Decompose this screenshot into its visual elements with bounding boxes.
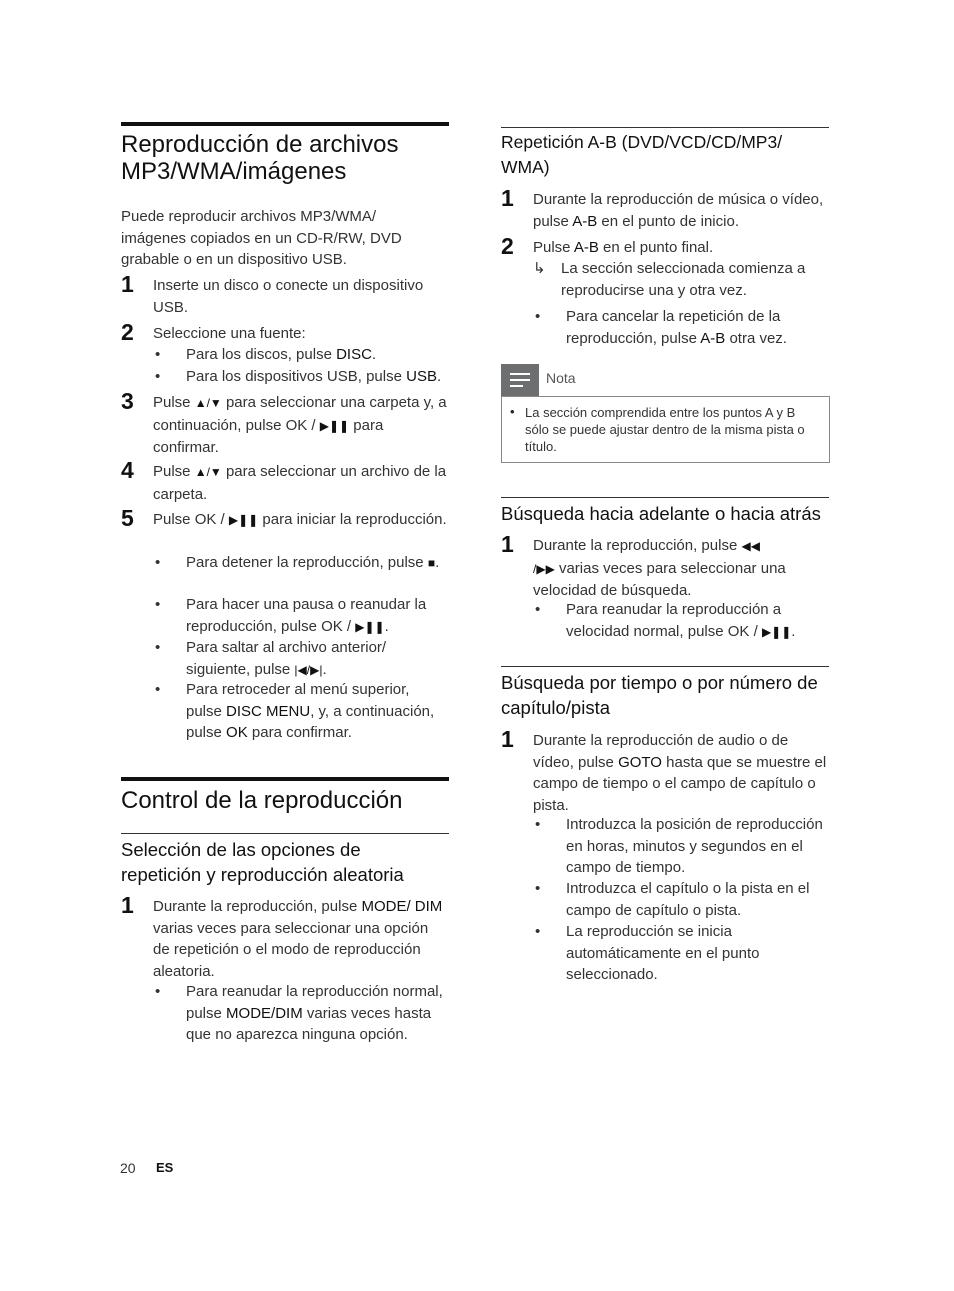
step-number: 1	[501, 185, 514, 211]
bullet-item: • Para los discos, pulse DISC.	[186, 344, 448, 366]
step-text: Pulse ▲/▼ para seleccionar un archivo de la carpeta.	[153, 463, 447, 503]
rewind-icon: ◀◀	[741, 539, 760, 553]
language-code: ES	[156, 1160, 174, 1175]
bullet-dot: •	[535, 308, 541, 325]
subsection-title: Búsqueda por tiempo o por número de capítulo/pista	[501, 672, 818, 718]
subsection-title: Selección de las opciones de repetición y reproducción aleatoria	[121, 839, 404, 885]
section-title-mp3: Reproducción de archivos MP3/WMA/imágenes	[121, 131, 399, 185]
step-number: 1	[121, 892, 134, 918]
step-number: 1	[501, 726, 514, 752]
step-number: 1	[501, 531, 514, 557]
bullet-dot: •	[155, 368, 161, 385]
step-number: 4	[121, 457, 134, 483]
fast-forward-icon: /▶▶	[533, 561, 555, 576]
bullet-dot: •	[535, 923, 541, 940]
bullet-dot: •	[155, 639, 161, 656]
key-label: DISC	[336, 346, 372, 363]
key-label: MODE/ DIM	[361, 898, 443, 915]
bullet-dot: •	[155, 346, 161, 363]
section-rule	[121, 122, 449, 126]
bullet-dot: •	[535, 880, 541, 897]
play-pause-icon: ▶❚❚	[761, 624, 792, 639]
intro-text: Puede reproducir archivos MP3/WMA/ imágenes copiados en un CD-R/RW, DVD grabable o en un dispositivo USB.	[121, 208, 402, 268]
subsection-title: Búsqueda hacia adelante o hacia atrás	[501, 503, 821, 524]
note-box	[501, 396, 830, 463]
key-label: DISC MENU	[226, 702, 311, 720]
subsection-title: Repetición A-B (DVD/VCD/CD/MP3/ WMA)	[501, 132, 783, 177]
play-pause-icon: ▶❚❚	[319, 418, 350, 433]
bullet-dot: •	[535, 601, 541, 618]
note-text: La sección comprendida entre los puntos A y B sólo se puede ajustar dentro de la misma pista o título.	[525, 405, 805, 454]
step-text: Pulse ▲/▼ para seleccionar una carpeta y, a continuación, pulse OK / ▶❚❚ para confirmar.	[153, 394, 447, 456]
bullet-item: • Para cancelar la repetición de la reproducción, pulse A-B otra vez.	[535, 308, 787, 347]
result-arrow-icon: ↳	[533, 260, 546, 277]
up-down-icon: ▲/▼	[194, 396, 222, 410]
key-label: A-B	[572, 212, 598, 230]
bullet-item: • Para saltar al archivo anterior/ siguiente, pulse |◀/▶|.	[155, 639, 387, 678]
bullet-dot: •	[510, 404, 515, 419]
key-label: A-B	[573, 239, 599, 256]
play-pause-icon: ▶❚❚	[355, 619, 385, 634]
step-number: 5	[121, 505, 134, 531]
note-label: Nota	[546, 370, 576, 386]
step-text: Durante la reproducción, pulse ◀◀ /▶▶ varias veces para seleccionar una velocidad de búsqueda.	[533, 537, 786, 599]
section-title-control: Control de la reproducción	[121, 787, 403, 814]
bullet-dot: •	[155, 681, 161, 698]
step-text: Seleccione una fuente:	[153, 325, 306, 342]
step-text: Pulse OK / ▶❚❚ para iniciar la reproducción.	[153, 511, 447, 528]
stop-icon: ■	[427, 556, 436, 570]
bullet-item: • Para detener la reproducción, pulse ■.	[186, 552, 448, 575]
note-icon	[501, 364, 539, 396]
key-label: MODE/DIM	[226, 1004, 303, 1022]
bullet-item: • Para los dispositivos USB, pulse USB.	[186, 366, 448, 388]
subsection-rule	[501, 497, 829, 498]
section-rule	[121, 777, 449, 781]
subsection-rule	[501, 666, 829, 667]
bullet-item: • Introduzca el capítulo o la pista en el campo de capítulo o pista.	[535, 880, 810, 919]
key-label: OK	[226, 724, 248, 741]
bullet-item: • Para hacer una pausa o reanudar la reproducción, pulse OK / ▶❚❚.	[155, 596, 427, 635]
bullet-dot: •	[155, 554, 161, 571]
step-text: Pulse A-B en el punto final.	[533, 239, 714, 256]
step-text: Durante la reproducción, pulse MODE/ DIM varias veces para seleccionar una opción de repetición o el modo de reproducción aleatoria.	[153, 898, 443, 980]
step-number: 2	[121, 319, 134, 345]
subsection-rule	[121, 833, 449, 834]
note-header	[501, 364, 829, 396]
bullet-item: • Introduzca la posición de reproducción en horas, minutos y segundos en el campo de tiempo.	[535, 816, 823, 876]
bullet-item: • Para retroceder al menú superior, pulse DISC MENU, y, a continuación, pulse OK para confirmar.	[155, 681, 435, 741]
up-down-icon: ▲/▼	[194, 465, 222, 479]
key-label: A-B	[700, 329, 726, 347]
bullet-dot: •	[535, 816, 541, 833]
play-pause-icon: ▶❚❚	[228, 513, 259, 527]
key-label: GOTO	[618, 753, 662, 771]
bullet-dot: •	[155, 596, 161, 613]
bullet-item: • La reproducción se inicia automáticamente en el punto seleccionado.	[535, 923, 760, 983]
subsection-rule	[501, 127, 829, 128]
step-text: Inserte un disco o conecte un dispositivo USB.	[153, 277, 424, 316]
step-number: 1	[121, 271, 134, 297]
result-item: ↳ La sección seleccionada comienza a reproducirse una y otra vez.	[533, 260, 806, 299]
key-label: USB	[406, 368, 437, 385]
step-text: Durante la reproducción de audio o de vídeo, pulse GOTO hasta que se muestre el campo de tiempo o el campo de capítulo o pista.	[533, 732, 827, 814]
bullet-dot: •	[155, 983, 161, 1000]
step-text: Durante la reproducción de música o vídeo, pulse A-B en el punto de inicio.	[533, 191, 824, 230]
prev-next-icon: |◀/▶|	[294, 662, 323, 677]
page-number: 20	[120, 1160, 136, 1176]
step-number: 3	[121, 388, 134, 414]
step-number: 2	[501, 233, 514, 259]
bullet-item: • Para reanudar la reproducción a velocidad normal, pulse OK / ▶❚❚.	[535, 601, 796, 640]
bullet-item: • Para reanudar la reproducción normal, pulse MODE/DIM varias veces hasta que no aparezca ninguna opción.	[155, 983, 443, 1043]
